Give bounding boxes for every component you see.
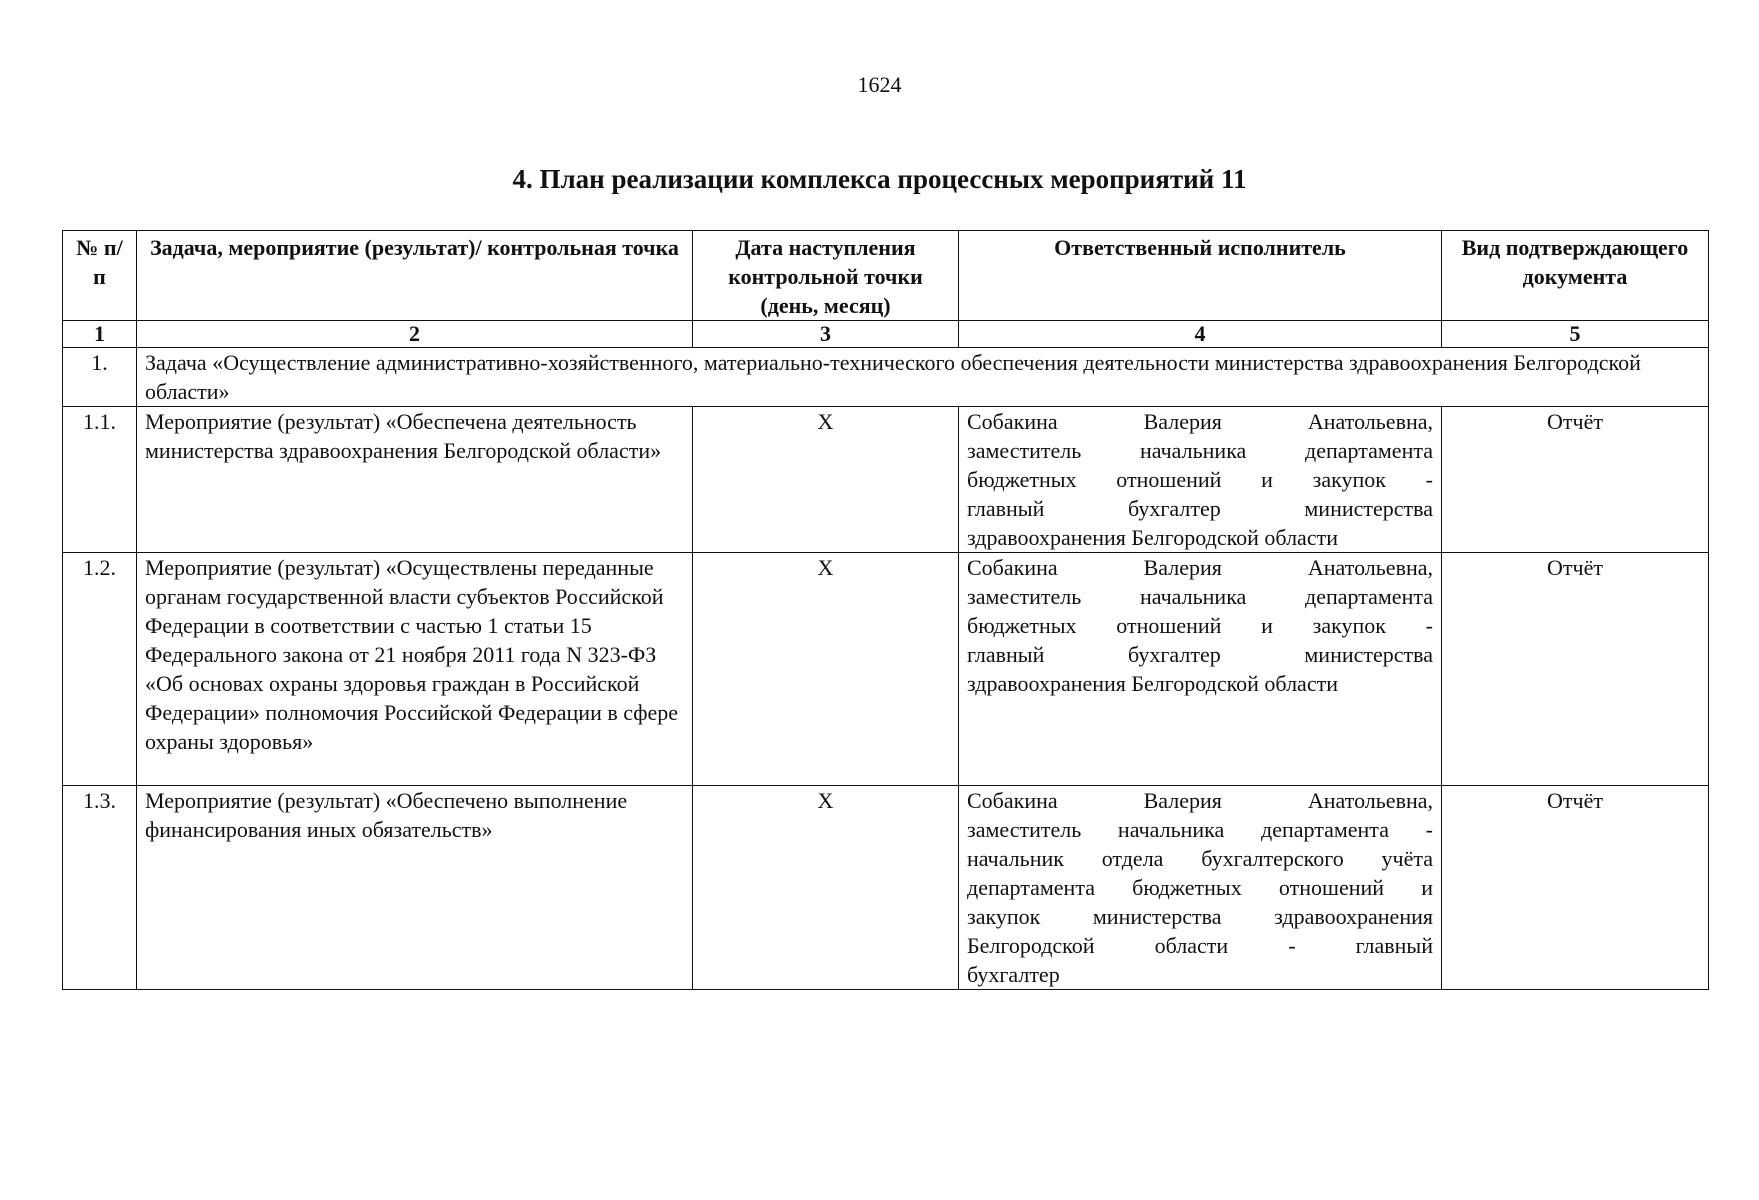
document-title: 4. План реализации комплекса процессных мероприятий 11 bbox=[512, 164, 1247, 194]
responsible-line: бюджетных отношений и закупок - bbox=[967, 467, 1433, 492]
header-document: Вид подтверждающего документа bbox=[1442, 231, 1709, 321]
column-number-row bbox=[63, 321, 1709, 348]
row-number: 1.2. bbox=[63, 553, 137, 786]
responsible-line: Собакина Валерия Анатольевна, bbox=[967, 555, 1433, 580]
responsible-line: департамента бюджетных отношений и bbox=[967, 875, 1433, 900]
header-task: Задача, мероприятие (результат)/ контрольная точка bbox=[137, 231, 693, 321]
column-number: 4 bbox=[959, 321, 1442, 348]
responsible-person bbox=[959, 786, 1442, 990]
responsible-line: заместитель начальника департамента bbox=[967, 438, 1433, 463]
responsible-line: Белгородской области - главный bbox=[967, 933, 1433, 958]
row-number: 1.1. bbox=[63, 407, 137, 553]
responsible-line: здравоохранения Белгородской области bbox=[967, 525, 1338, 550]
table-row bbox=[63, 407, 1709, 553]
page-number: 1624 bbox=[857, 72, 902, 97]
responsible-line: начальник отдела бухгалтерского учёта bbox=[967, 846, 1433, 871]
activity-text: Мероприятие (результат) «Осуществлены переданные органам государственной власти субъектов Российской Федерации в соответствии с частью 1 статьи 15 Федерального закона от 21 ноября 2011 года N 323-ФЗ «Об основах охраны здоровья граждан в Российской Федерации» полномочия Российской Федерации в сфере охраны здоровья» bbox=[137, 553, 693, 786]
task-number: 1. bbox=[63, 348, 137, 407]
column-number: 3 bbox=[693, 321, 959, 348]
responsible-line: бюджетных отношений и закупок - bbox=[967, 613, 1433, 638]
task-text: Задача «Осуществление административно-хозяйственного, материально-технического обеспечения деятельности министерства здравоохранения Белгородской области» bbox=[137, 348, 1709, 407]
plan-table bbox=[62, 230, 1709, 990]
table-row bbox=[63, 786, 1709, 990]
header-row bbox=[63, 231, 1709, 321]
responsible-line: закупок министерства здравоохранения bbox=[967, 904, 1433, 929]
responsible-line: главный бухгалтер министерства bbox=[967, 496, 1433, 521]
responsible-person bbox=[959, 407, 1442, 553]
responsible-line: Собакина Валерия Анатольевна, bbox=[967, 409, 1433, 434]
document-type: Отчёт bbox=[1442, 786, 1709, 990]
activity-text: Мероприятие (результат) «Обеспечено выполнение финансирования иных обязательств» bbox=[137, 786, 693, 990]
column-number: 5 bbox=[1442, 321, 1709, 348]
control-date: X bbox=[693, 553, 959, 786]
column-number: 1 bbox=[63, 321, 137, 348]
responsible-line: бухгалтер bbox=[967, 962, 1060, 987]
responsible-line: здравоохранения Белгородской области bbox=[967, 671, 1338, 696]
responsible-line: заместитель начальника департамента bbox=[967, 584, 1433, 609]
task-row bbox=[63, 348, 1709, 407]
responsible-person bbox=[959, 553, 1442, 786]
header-number: № п/п bbox=[63, 231, 137, 321]
activity-text: Мероприятие (результат) «Обеспечена деятельность министерства здравоохранения Белгородской области» bbox=[137, 407, 693, 553]
header-date: Дата наступления контрольной точки (день, месяц) bbox=[693, 231, 959, 321]
responsible-line: главный бухгалтер министерства bbox=[967, 642, 1433, 667]
document-type: Отчёт bbox=[1442, 553, 1709, 786]
control-date: X bbox=[693, 407, 959, 553]
responsible-line: заместитель начальника департамента - bbox=[967, 817, 1433, 842]
header-responsible: Ответственный исполнитель bbox=[959, 231, 1442, 321]
responsible-line: Собакина Валерия Анатольевна, bbox=[967, 788, 1433, 813]
row-number: 1.3. bbox=[63, 786, 137, 990]
document-type: Отчёт bbox=[1442, 407, 1709, 553]
column-number: 2 bbox=[137, 321, 693, 348]
control-date: X bbox=[693, 786, 959, 990]
table-row bbox=[63, 553, 1709, 786]
